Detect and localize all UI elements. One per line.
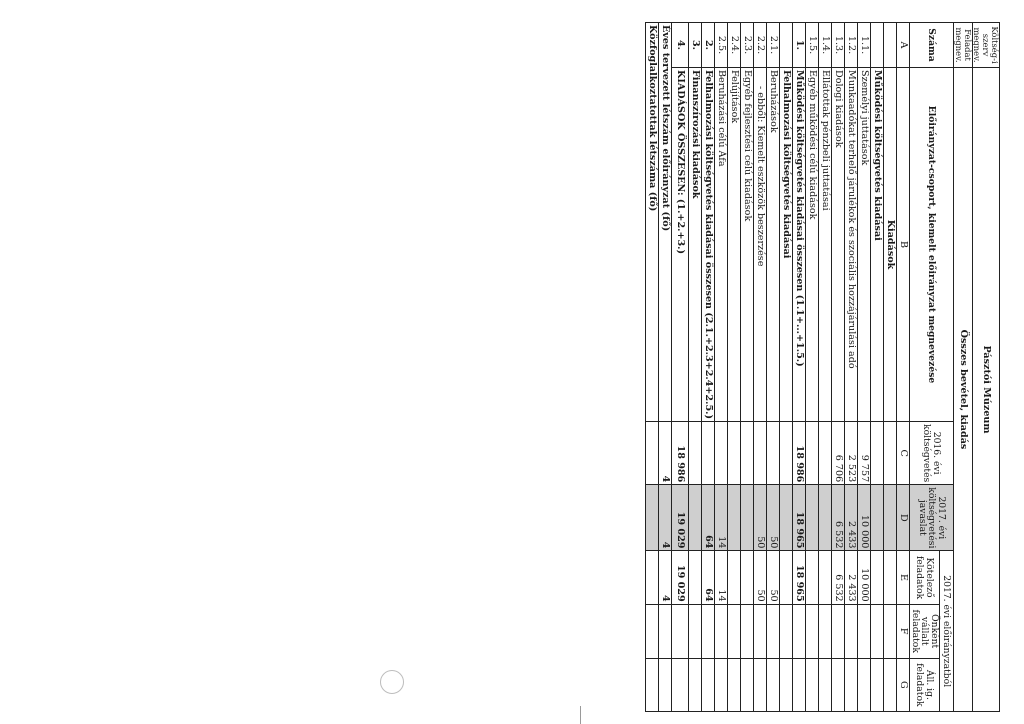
row-label: Dologi kiadások (831, 68, 844, 422)
value-2016 (727, 422, 740, 485)
column-header-2016: 2016. évi költségvetés (909, 422, 953, 485)
column-letter: C (896, 422, 909, 485)
value-state-admin (671, 658, 688, 711)
value-2016 (645, 422, 658, 485)
table-row (727, 23, 740, 712)
value-mandatory (870, 551, 883, 604)
value-2016: 6 706 (831, 422, 844, 485)
value-voluntary (844, 604, 857, 658)
column-header-of-which: 2017. évi előirányzatból (939, 551, 953, 712)
value-2017-proposal: 64 (701, 485, 714, 551)
value-2017-proposal (645, 485, 658, 551)
column-header-row-1 (939, 23, 953, 712)
value-2017-proposal (740, 485, 753, 551)
footer-label: Éves tervezett létszám előirányzat (fő) (658, 23, 671, 422)
row-number: 1.3. (831, 23, 844, 68)
footer-row (658, 23, 671, 712)
value-state-admin (831, 658, 844, 711)
value-2016: 2 523 (844, 422, 857, 485)
value-2016 (766, 422, 779, 485)
section-title: Kiadások (883, 68, 896, 422)
value-state-admin (753, 658, 766, 711)
value-2016: 18 986 (671, 422, 688, 485)
value-voluntary (857, 604, 870, 658)
value-2016 (779, 422, 792, 485)
header-row-task (953, 23, 972, 712)
row-label: Ellátottak pénzbeli juttatásai (818, 68, 831, 422)
value-mandatory (645, 551, 658, 604)
value-mandatory (805, 551, 818, 604)
table-row (701, 23, 714, 712)
footer-row (645, 23, 658, 712)
table-row (753, 23, 766, 712)
row-label: Felhalmozási költségvetés kiadásai összesen (2.1.+2.3+2.4+2.5.) (701, 68, 714, 422)
row-label: Finanszírozási kiadások (688, 68, 701, 422)
row-label: Beruházási célú Áfa (714, 68, 727, 422)
column-header-number: Száma (909, 23, 953, 68)
column-header-2017-proposal: 2017. évi költségvetési javaslat (909, 485, 953, 551)
row-label: Egyéb fejlesztési célú kiadások (740, 68, 753, 422)
value-voluntary (688, 604, 701, 658)
column-letter: D (896, 485, 909, 551)
value-2016 (740, 422, 753, 485)
value-mandatory: 50 (766, 551, 779, 604)
value-voluntary (779, 604, 792, 658)
subtitle: Összes bevétel, kiadás (953, 68, 972, 712)
budget-table (645, 22, 1000, 712)
table-cell (883, 658, 896, 711)
value-state-admin (870, 658, 883, 711)
row-number: 1.2. (844, 23, 857, 68)
row-label: Személyi juttatások (857, 68, 870, 422)
row-number: 1.1. (857, 23, 870, 68)
row-label: - ebből: Kiemelt eszközök beszerzése (753, 68, 766, 422)
row-number: 2.5. (714, 23, 727, 68)
value-mandatory (727, 551, 740, 604)
value-mandatory: 2 433 (844, 551, 857, 604)
value-voluntary (671, 604, 688, 658)
table-cell (883, 551, 896, 604)
value-mandatory (740, 551, 753, 604)
value-2016 (818, 422, 831, 485)
table-row (857, 23, 870, 712)
scan-artifact-line (580, 706, 581, 724)
value-mandatory (779, 551, 792, 604)
row-number (870, 23, 883, 68)
table-row (779, 23, 792, 712)
value-state-admin (658, 658, 671, 711)
column-letter-row (896, 23, 909, 712)
value-2017-proposal: 50 (766, 485, 779, 551)
table-cell (883, 604, 896, 658)
value-state-admin (701, 658, 714, 711)
value-2016 (805, 422, 818, 485)
table-row (831, 23, 844, 712)
column-letter: F (896, 604, 909, 658)
value-2016 (701, 422, 714, 485)
value-2017-proposal: 4 (658, 485, 671, 551)
value-state-admin (779, 658, 792, 711)
value-voluntary (818, 604, 831, 658)
row-number: 1. (792, 23, 805, 68)
value-2016 (714, 422, 727, 485)
row-label: KIADÁSOK ÖSSZESEN: (1.+2.+3.) (671, 68, 688, 422)
row-number (779, 23, 792, 68)
row-number: 3. (688, 23, 701, 68)
value-voluntary (701, 604, 714, 658)
row-label: Működési költségvetés kiadásai összesen (1.1+...+1.5.) (792, 68, 805, 422)
value-2017-proposal: 6 532 (831, 485, 844, 551)
value-state-admin (727, 658, 740, 711)
value-2016 (870, 422, 883, 485)
value-mandatory (818, 551, 831, 604)
row-label: Felújítások (727, 68, 740, 422)
value-2017-proposal: 19 029 (671, 485, 688, 551)
value-2017-proposal (727, 485, 740, 551)
table-row (688, 23, 701, 712)
value-voluntary (714, 604, 727, 658)
value-2016 (688, 422, 701, 485)
row-label: Munkaadókat terhelő járulékok és szociális hozzájárulási adó (844, 68, 857, 422)
value-voluntary (870, 604, 883, 658)
value-2017-proposal: 50 (753, 485, 766, 551)
row-label: Működési költségvetés kiadásai (870, 68, 883, 422)
row-label: Felhalmozási költségvetés kiadásai (779, 68, 792, 422)
value-state-admin (805, 658, 818, 711)
table-body (645, 23, 999, 712)
value-mandatory: 10 000 (857, 551, 870, 604)
scan-artifact-circle (380, 670, 404, 694)
column-header-mandatory: Kötelező feladatok (909, 551, 939, 604)
institution-name: Pásztói Múzeum (972, 68, 999, 712)
row-number: 1.5. (805, 23, 818, 68)
value-2017-proposal: 2 433 (844, 485, 857, 551)
value-voluntary (766, 604, 779, 658)
value-mandatory: 64 (701, 551, 714, 604)
table-cell (883, 485, 896, 551)
value-state-admin (857, 658, 870, 711)
value-state-admin (844, 658, 857, 711)
footer-label: Közfoglalkoztatottak létszáma (fő) (645, 23, 658, 422)
table-row (740, 23, 753, 712)
column-letter: G (896, 658, 909, 711)
value-2017-proposal (870, 485, 883, 551)
value-2017-proposal (779, 485, 792, 551)
value-state-admin (818, 658, 831, 711)
column-letter: B (896, 68, 909, 422)
table-row (766, 23, 779, 712)
value-voluntary (645, 604, 658, 658)
value-voluntary (753, 604, 766, 658)
value-2017-proposal: 18 965 (792, 485, 805, 551)
budget-sheet (562, 22, 1000, 712)
table-row (870, 23, 883, 712)
value-voluntary (805, 604, 818, 658)
value-voluntary (831, 604, 844, 658)
column-header-voluntary: Önként vállalt feladatok (909, 604, 939, 658)
value-2016 (753, 422, 766, 485)
value-mandatory: 6 532 (831, 551, 844, 604)
column-letter: E (896, 551, 909, 604)
value-state-admin (688, 658, 701, 711)
table-row (792, 23, 805, 712)
value-mandatory (688, 551, 701, 604)
table-row (844, 23, 857, 712)
value-2017-proposal: 14 (714, 485, 727, 551)
value-voluntary (792, 604, 805, 658)
value-state-admin (792, 658, 805, 711)
row-number: 2.4. (727, 23, 740, 68)
column-letter: A (896, 23, 909, 68)
value-state-admin (714, 658, 727, 711)
value-2017-proposal (805, 485, 818, 551)
task-label: Feladat megnev. (953, 23, 972, 68)
table-row (818, 23, 831, 712)
row-number: 2.2. (753, 23, 766, 68)
header-row-cost-center (972, 23, 999, 712)
value-mandatory: 19 029 (671, 551, 688, 604)
row-number: 2. (701, 23, 714, 68)
value-2017-proposal: 10 000 (857, 485, 870, 551)
value-mandatory: 50 (753, 551, 766, 604)
table-row (671, 23, 688, 712)
column-header-group: Előirányzat-csoport, kiemelt előirányzat megnevezése (909, 68, 953, 422)
value-2017-proposal (818, 485, 831, 551)
value-voluntary (740, 604, 753, 658)
row-label: Beruházások (766, 68, 779, 422)
value-state-admin (740, 658, 753, 711)
table-row (714, 23, 727, 712)
column-header-state-admin: Áll. ig. feladatok (909, 658, 939, 711)
cost-center-label: Költség-i szerv megnev. (972, 23, 999, 68)
section-title-row (883, 23, 896, 712)
value-2017-proposal (688, 485, 701, 551)
table-cell (883, 422, 896, 485)
table-row (805, 23, 818, 712)
row-label: Egyéb működési célú kiadások (805, 68, 818, 422)
value-state-admin (645, 658, 658, 711)
row-number: 1.4. (818, 23, 831, 68)
row-number: 2.3. (740, 23, 753, 68)
rotated-page (562, 22, 1000, 712)
value-mandatory: 14 (714, 551, 727, 604)
table-cell (883, 23, 896, 68)
value-mandatory: 18 965 (792, 551, 805, 604)
value-2016: 9 757 (857, 422, 870, 485)
value-state-admin (766, 658, 779, 711)
row-number: 4. (671, 23, 688, 68)
value-voluntary (727, 604, 740, 658)
value-mandatory: 4 (658, 551, 671, 604)
value-voluntary (658, 604, 671, 658)
value-2016: 4 (658, 422, 671, 485)
value-2016: 18 986 (792, 422, 805, 485)
row-number: 2.1. (766, 23, 779, 68)
